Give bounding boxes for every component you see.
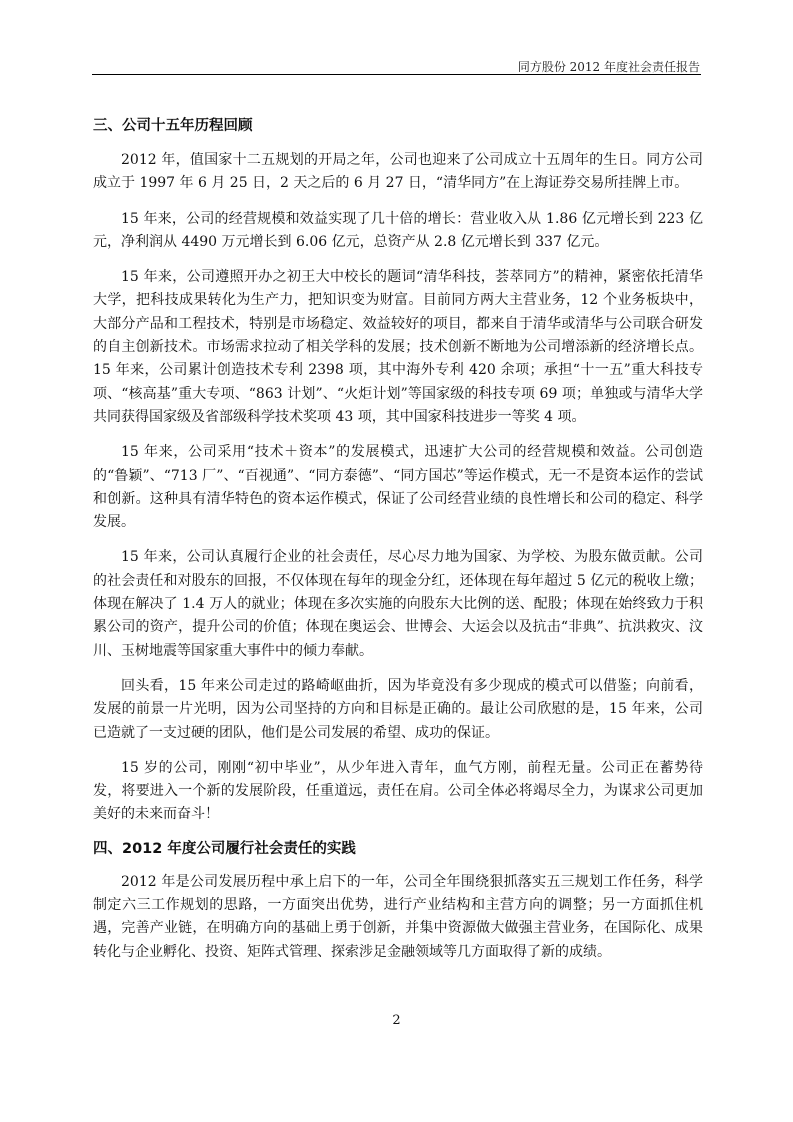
running-header: 同方股份 2012 年度社会责任报告 — [517, 60, 700, 74]
header-divider — [92, 74, 701, 75]
page-content — [93, 115, 703, 964]
section-3-heading: 三、公司十五年历程回顾 — [93, 118, 253, 134]
section-3-paragraph: 15 年来，公司认真履行企业的社会责任，尽心尽力地为国家、为学校、为股东做贡献。公司的社会责任和对股东的回报，不仅体现在每年的现金分红，还体现在每年超过 5 亿元的税收上缴；体现在解决了 1.4 万人的就业；体现在多次实施的向股东大比例的送、配股；体现在始终致力于积累公司的资产，提升公司的价值；体现在奥运会、世博会、大运会以及抗击“非典”、抗洪救灾、汶川、玉树地震等国家重大事件中的倾力奉献。 — [93, 549, 703, 659]
section-3-paragraph: 2012 年，值国家十二五规划的开局之年，公司也迎来了公司成立十五周年的生日。同方公司成立于 1997 年 6 月 25 日，2 天之后的 6 月 27 日，“清华同方”在上海证券交易所挂牌上市。 — [93, 152, 703, 192]
section-3-paragraph: 15 年来，公司的经营规模和效益实现了几十倍的增长：营业收入从 1.86 亿元增长到 223 亿元，净利润从 4490 万元增长到 6.06 亿元，总资产从 2.8 亿元增长到 337 亿元。 — [93, 210, 703, 250]
section-3-paragraph: 回头看，15 年来公司走过的路崎岖曲折，因为毕竟没有多少现成的模式可以借鉴；向前看，发展的前景一片光明，因为公司坚持的方向和目标是正确的。最让公司欣慰的是，15 年来，公司已造就了一支过硬的团队，他们是公司发展的希望、成功的保证。 — [93, 677, 703, 741]
section-3-paragraph: 15 年来，公司遵照开办之初王大中校长的题词“清华科技，荟萃同方”的精神，紧密依托清华大学，把科技成果转化为生产力，把知识变为财富。目前同方两大主营业务，12 个业务板块中，大部分产品和工程技术，特别是市场稳定、效益较好的项目，都来自于清华或清华与公司联合研发的自主创新技术。市场需求拉动了相关学科的发展；技术创新不断地为公司增添新的经济增长点。15 年来，公司累计创造技术专利 2398 项，其中海外专利 420 余项；承担“十一五”重大科技专项、“核高基”重大专项、“863 计划”、“火炬计划”等国家级的科技专项 69 项；单独或与清华大学共同获得国家级及省部级科学技术奖项 43 项，其中国家科技进步一等奖 4 项。 — [93, 269, 703, 425]
section-4-paragraph: 2012 年是公司发展历程中承上启下的一年，公司全年围绕狠抓落实五三规划工作任务，科学制定六三工作规划的思路，一方面突出优势，进行产业结构和主营方向的调整；另一方面抓住机遇，完善产业链，在明确方向的基础上勇于创新，并集中资源做大做强主营业务，在国际化、成果转化与企业孵化、投资、矩阵式管理、探索涉足金融领域等几方面取得了新的成绩。 — [93, 873, 703, 960]
section-3-paragraph: 15 岁的公司，刚刚“初中毕业”，从少年进入青年，血气方刚，前程无量。公司正在蓄势待发，将要进入一个新的发展阶段，任重道远，责任在肩。公司全体必将竭尽全力，为谋求公司更加美好的未来而奋斗！ — [93, 759, 703, 823]
page-number: 2 — [392, 1013, 401, 1028]
section-4-heading: 四、2012 年度公司履行社会责任的实践 — [93, 840, 356, 857]
section-3-paragraph: 15 年来，公司采用“技术＋资本”的发展模式，迅速扩大公司的经营规模和效益。公司创造的“鲁颖”、“713 厂”、“百视通”、“同方泰德”、“同方国芯”等运作模式，无一不是资本运作的尝试和创新。这种具有清华特色的资本运作模式，保证了公司经营业绩的良性增长和公司的稳定、科学发展。 — [93, 444, 703, 531]
